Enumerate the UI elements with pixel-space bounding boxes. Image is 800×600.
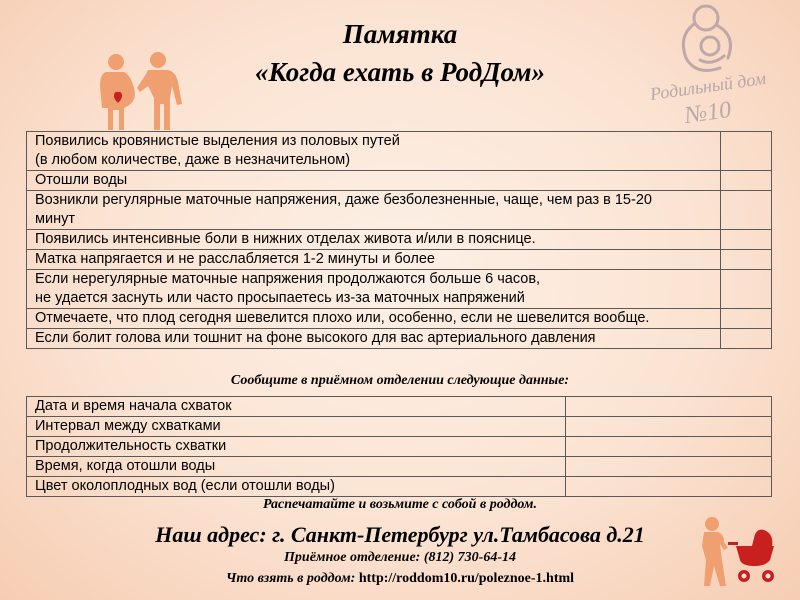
logo-number: №10 bbox=[683, 96, 733, 130]
what-to-bring-link[interactable]: http://roddom10.ru/poleznoe-1.html bbox=[358, 571, 575, 586]
symptoms-checklist bbox=[26, 131, 772, 349]
checklist-item-text bbox=[27, 132, 721, 171]
checklist-row bbox=[27, 132, 772, 171]
checklist-row bbox=[27, 230, 772, 250]
data-row bbox=[27, 457, 772, 477]
checklist-item-text bbox=[27, 171, 721, 191]
checklist-line: Появились интенсивные боли в нижних отделах живота и/или в пояснице. bbox=[35, 231, 536, 247]
checklist-row bbox=[27, 191, 772, 230]
data-row-label: Время, когда отошли воды bbox=[27, 457, 566, 477]
checklist-row bbox=[27, 171, 772, 191]
admission-phone: Приёмное отделение: (812) 730-64-14 bbox=[284, 550, 516, 565]
checklist-mark-cell[interactable] bbox=[721, 191, 772, 230]
checklist-line: минут bbox=[35, 211, 75, 227]
checklist-line: Если нерегулярные маточные напряжения продолжаются больше 6 часов, bbox=[35, 271, 541, 287]
checklist-mark-cell[interactable] bbox=[721, 230, 772, 250]
checklist-item-text bbox=[27, 191, 721, 230]
checklist-mark-cell[interactable] bbox=[721, 309, 772, 329]
checklist-line: Отошли воды bbox=[35, 172, 128, 188]
data-row-label: Дата и время начала схваток bbox=[27, 397, 566, 417]
checklist-mark-cell[interactable] bbox=[721, 270, 772, 309]
data-row-value-cell[interactable] bbox=[566, 417, 772, 437]
checklist-item-text bbox=[27, 230, 721, 250]
checklist-line: Отмечаете, что плод сегодня шевелится плохо или, особенно, если не шевелится вообще. bbox=[35, 310, 650, 326]
checklist-line: (в любом количестве, даже в незначительном) bbox=[35, 152, 351, 168]
data-row-label: Интервал между схватками bbox=[27, 417, 566, 437]
maternity-hospital-logo bbox=[628, 0, 788, 130]
checklist-line: Появились кровянистые выделения из половых путей bbox=[35, 133, 400, 149]
data-row-value-cell[interactable] bbox=[566, 437, 772, 457]
checklist-line: Если болит голова или тошнит на фоне высокого для вас артериального давления bbox=[35, 330, 596, 346]
data-row-value-cell[interactable] bbox=[566, 477, 772, 497]
what-to-bring-line bbox=[0, 571, 800, 587]
checklist-row bbox=[27, 270, 772, 309]
checklist-line: Возникли регулярные маточные напряжения, даже безболезненные, чаще, чем раз в 15-20 bbox=[35, 192, 652, 208]
checklist-item-text bbox=[27, 309, 721, 329]
checklist-mark-cell[interactable] bbox=[721, 250, 772, 270]
what-to-bring-label: Что взять в роддом: bbox=[225, 571, 359, 586]
data-row bbox=[27, 417, 772, 437]
checklist-row bbox=[27, 329, 772, 349]
checklist-line: не удается заснуть или часто просыпаетесь из-за маточных напряжений bbox=[35, 290, 525, 306]
data-row bbox=[27, 477, 772, 497]
data-row-value-cell[interactable] bbox=[566, 457, 772, 477]
checklist-item-text bbox=[27, 329, 721, 349]
admission-data-table bbox=[26, 396, 772, 497]
print-note: Распечатайте и возьмите с собой в роддом. bbox=[262, 497, 537, 512]
checklist-item-text bbox=[27, 250, 721, 270]
data-row-value-cell[interactable] bbox=[566, 397, 772, 417]
mother-child-icon bbox=[672, 2, 744, 80]
mother-stroller-illustration bbox=[694, 516, 784, 593]
checklist-row bbox=[27, 250, 772, 270]
checklist-item-text bbox=[27, 270, 721, 309]
hospital-address: Наш адрес: г. Санкт-Петербург ул.Тамбасова д.21 bbox=[155, 522, 645, 547]
report-data-heading: Сообщите в приёмном отделении следующие данные: bbox=[230, 373, 570, 388]
checklist-mark-cell[interactable] bbox=[721, 132, 772, 171]
data-row-label: Цвет околоплодных вод (если отошли воды) bbox=[27, 477, 566, 497]
logo-text: Родильный дом bbox=[648, 67, 768, 105]
checklist-line: Матка напрягается и не расслабляется 1-2 минуты и более bbox=[35, 251, 435, 267]
checklist-mark-cell[interactable] bbox=[721, 329, 772, 349]
memo-subtitle: «Когда ехать в РодДом» bbox=[254, 57, 546, 87]
couple-illustration bbox=[96, 52, 186, 137]
data-row bbox=[27, 437, 772, 457]
data-row bbox=[27, 397, 772, 417]
checklist-row bbox=[27, 309, 772, 329]
memo-title: Памятка bbox=[342, 19, 458, 49]
data-row-label: Продолжительность схватки bbox=[27, 437, 566, 457]
checklist-mark-cell[interactable] bbox=[721, 171, 772, 191]
